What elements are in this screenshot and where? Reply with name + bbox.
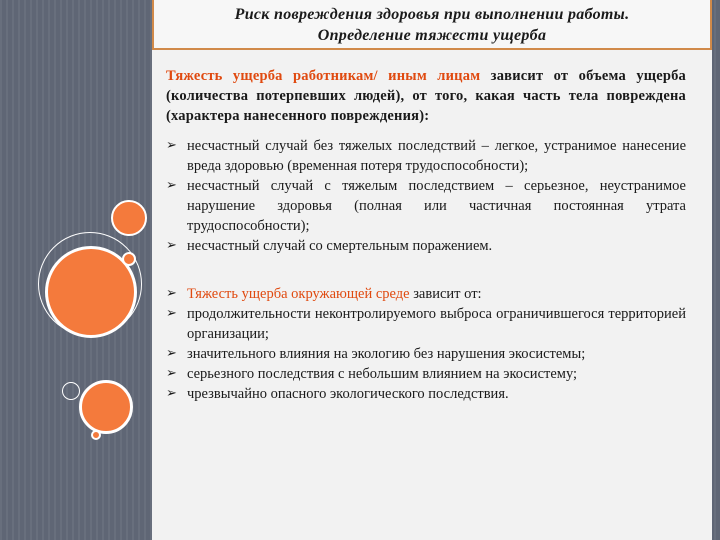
title-line-2: Определение тяжести ущерба (317, 27, 547, 44)
list-item-text: несчастный случай без тяжелых последствий – легкое, устранимое нанесение вреда здоровью (временная потеря трудоспособности); (187, 138, 686, 174)
list-item-text: значительного влияния на экологию без нарушения экосистемы; (187, 346, 586, 362)
arrow-bullet-icon: ➢ (166, 386, 177, 401)
list2-head-text: зависит от: (409, 286, 482, 302)
list-item (166, 364, 686, 384)
list-item (166, 284, 686, 304)
spacer (166, 256, 686, 284)
arrow-bullet-icon: ➢ (166, 238, 177, 253)
list2-highlight: Тяжесть ущерба окружающей среде (187, 286, 410, 302)
slide-content (166, 66, 686, 404)
list-item (166, 384, 686, 404)
list-item (166, 136, 686, 176)
decor-circle-tiny (91, 430, 101, 440)
title-line-1: Риск повреждения здоровья при выполнении работы. (234, 6, 630, 23)
decor-circle-medium (111, 200, 147, 236)
arrow-bullet-icon: ➢ (166, 138, 177, 153)
list-item-text: серьезного последствия с небольшим влиянием на экосистему; (187, 366, 578, 382)
list-item (166, 344, 686, 364)
intro-highlight: Тяжесть ущерба работникам/ иным лицам (166, 68, 481, 84)
list-item (166, 176, 686, 236)
list-item-text: продолжительности неконтролируемого выброса ограничившегося территорией организации; (187, 306, 686, 342)
consequence-list (166, 136, 686, 256)
list-item-text: чрезвычайно опасного экологического последствия. (187, 386, 509, 402)
intro-text: зависит от объема ущерба (количества потерпевших людей), от того, какая часть тела повреждена (характера нанесенного повреждения): (166, 68, 687, 124)
list-item-text: несчастный случай со смертельным поражением. (187, 238, 493, 254)
arrow-bullet-icon: ➢ (166, 366, 177, 381)
list-item (166, 304, 686, 344)
arrow-bullet-icon: ➢ (166, 178, 177, 193)
list-item (166, 236, 686, 256)
decor-circle-small (122, 252, 136, 266)
environment-list (166, 284, 686, 404)
slide-title (152, 4, 712, 46)
arrow-bullet-icon: ➢ (166, 306, 177, 321)
decor-circle-mid (79, 380, 133, 434)
intro-paragraph (166, 66, 686, 126)
arrow-bullet-icon: ➢ (166, 286, 177, 301)
decor-circle-outline-small (62, 382, 80, 400)
arrow-bullet-icon: ➢ (166, 346, 177, 361)
list-item-text: несчастный случай с тяжелым последствием – серьезное, неустранимое нарушение здоровья (полная или частичная постоянная утрата трудоспособности); (187, 178, 686, 234)
